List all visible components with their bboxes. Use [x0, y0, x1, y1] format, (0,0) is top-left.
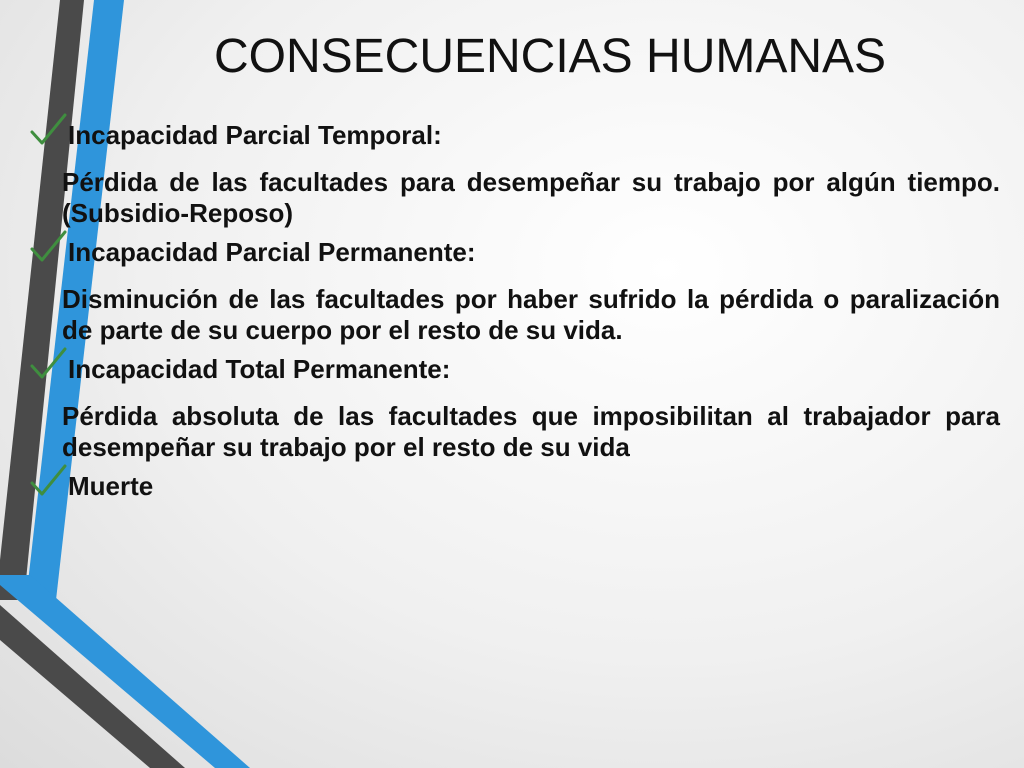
bullet-description: Pérdida absoluta de las facultades que imposibilitan al trabajador para desempeñar su trabajo por el resto de su vida — [62, 401, 1000, 462]
bullet-heading: Incapacidad Parcial Temporal: — [68, 120, 442, 150]
bullet-item-4 — [28, 469, 1000, 511]
checkmark-icon — [28, 344, 68, 384]
gray-lower-band — [0, 605, 185, 768]
bullet-description: Disminución de las facultades por haber sufrido la pérdida o paralización de parte de su cuerpo por el resto de su vida. — [62, 284, 1000, 345]
bullet-item-1 — [28, 118, 1000, 160]
bullet-heading: Incapacidad Total Permanente: — [68, 354, 451, 384]
bullet-item-2 — [28, 235, 1000, 277]
checkmark-icon — [28, 110, 68, 150]
checkmark-icon — [28, 461, 68, 501]
bullet-heading: Muerte — [68, 471, 154, 501]
bullet-heading: Incapacidad Parcial Permanente: — [68, 237, 476, 267]
bullet-item-3 — [28, 352, 1000, 394]
checkmark-icon — [28, 227, 68, 267]
bullet-description: Pérdida de las facultades para desempeñar su trabajo por algún tiempo. (Subsidio-Reposo) — [62, 167, 1000, 228]
bullet-list — [28, 118, 1000, 511]
slide-title: CONSECUENCIAS HUMANAS — [213, 30, 887, 83]
